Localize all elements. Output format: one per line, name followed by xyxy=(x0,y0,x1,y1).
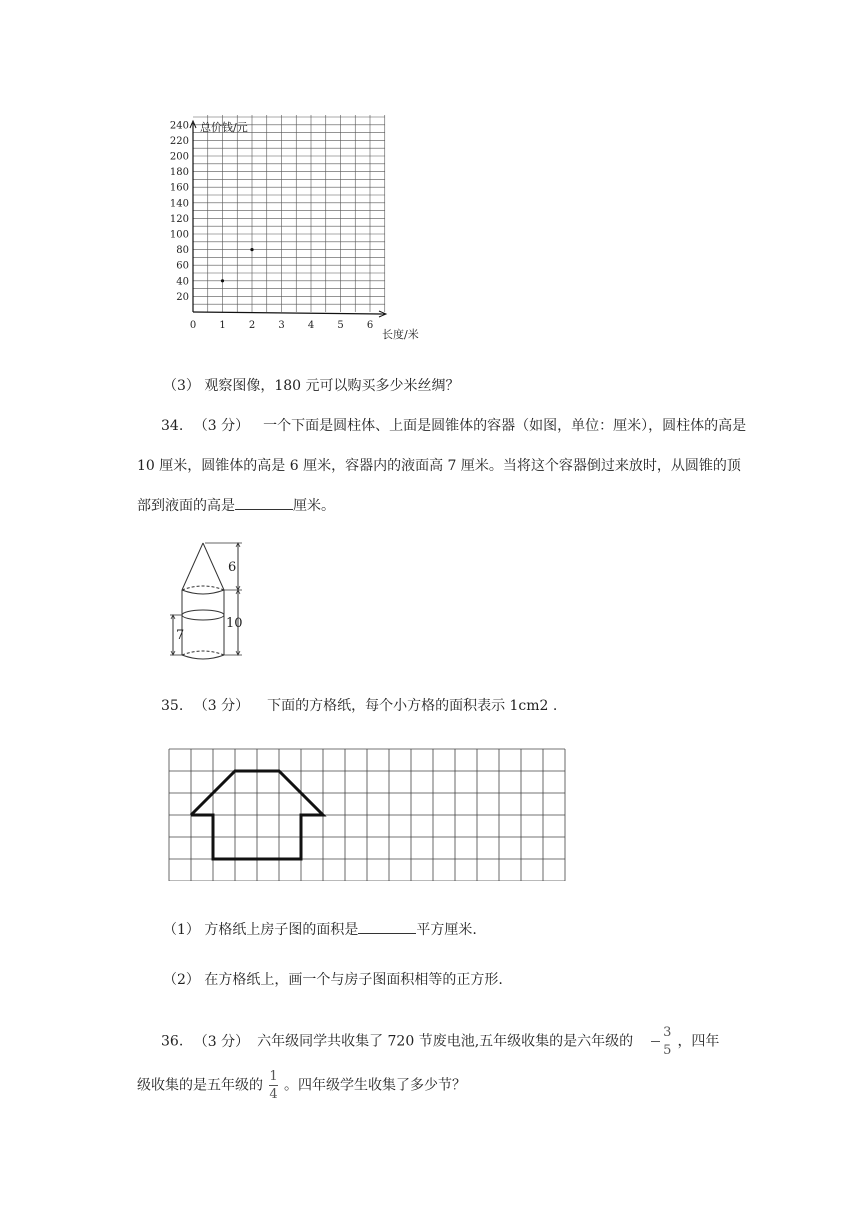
q35-sub1-answer-blank[interactable] xyxy=(358,919,416,934)
q36-text-d: 。四年级学生收集了多少节？ xyxy=(284,1077,466,1094)
q35-sub1-text-b: 平方厘米. xyxy=(416,922,477,938)
y-tick-label: 100 xyxy=(169,229,189,241)
y-axis-label: 总价钱/元 xyxy=(200,121,248,134)
x-tick-label: 6 xyxy=(366,320,374,331)
q36-text-c: 级收集的是五年级的 xyxy=(137,1077,263,1094)
q34-text-a: 一个下面是圆柱体、上面是圆锥体的容器（如图，单位：厘米），圆柱体的高是 10 厘米，圆锥体的高是 6 厘米，容器内的液面高 7 厘米。当将这个容器倒过来放时，从圆锥的顶部到液面的高是 xyxy=(137,418,747,514)
cylinder-height-label: 10 xyxy=(226,616,243,631)
x-tick-label: 0 xyxy=(189,320,197,331)
fraction-denominator: 4 xyxy=(269,1087,278,1102)
y-tick-label: 80 xyxy=(176,245,189,257)
x-axis-label: 长度/米 xyxy=(382,328,419,341)
cone-cylinder-figure xyxy=(160,538,250,663)
q36-text-b: ，四年 xyxy=(677,1033,720,1050)
q35-score: （3 分） xyxy=(193,698,250,714)
q34-text-b: 厘米。 xyxy=(293,498,335,514)
y-tick-label: 40 xyxy=(176,276,189,288)
fraction-one-quarter xyxy=(269,1070,278,1101)
cone-height-label: 6 xyxy=(228,560,237,575)
y-tick-label: 140 xyxy=(169,198,189,210)
q34-number: 34. xyxy=(161,418,184,434)
square-grid-lines xyxy=(169,749,565,881)
q35-header xyxy=(137,695,557,715)
x-tick-label: 4 xyxy=(307,320,315,331)
fraction-denominator: 5 xyxy=(663,1043,672,1058)
fraction-numerator: 3 xyxy=(663,1025,672,1040)
q36-line2 xyxy=(137,1070,466,1101)
y-tick-label: 60 xyxy=(176,260,189,272)
x-tick-label: 3 xyxy=(278,320,285,331)
chart-ticks xyxy=(170,120,373,331)
y-tick-label: 120 xyxy=(169,213,189,225)
q35-number: 35. xyxy=(161,698,184,714)
q35-sub1 xyxy=(163,919,477,939)
x-tick-label: 2 xyxy=(248,320,256,331)
data-point xyxy=(250,248,253,251)
q34-text xyxy=(137,406,747,526)
chart-grid xyxy=(193,115,385,312)
q36-score: （3 分） xyxy=(193,1033,250,1050)
liquid-height-label: 7 xyxy=(176,628,185,643)
y-tick-label: 240 xyxy=(169,120,189,132)
q34-score: （3 分） xyxy=(193,418,250,434)
y-tick-label: 20 xyxy=(176,291,189,303)
chart-axes xyxy=(190,121,386,317)
q35-text: 下面的方格纸，每个小方格的面积表示 1cm2 . xyxy=(267,698,558,714)
q35-sub1-text-a: （1） 方格纸上房子图的面积是 xyxy=(163,922,359,938)
q36-number: 36. xyxy=(161,1033,184,1050)
y-tick-label: 160 xyxy=(169,182,189,194)
data-point xyxy=(221,279,224,282)
x-axis xyxy=(193,312,385,314)
q35-sub2: （2） 在方格纸上，画一个与房子图面积相等的正方形. xyxy=(163,972,503,988)
q34-answer-blank[interactable] xyxy=(235,495,293,510)
q33-sub3: （3） 观察图像，180 元可以购买多少米丝绸？ xyxy=(163,378,460,394)
price-length-chart xyxy=(160,115,450,345)
y-tick-label: 180 xyxy=(169,167,189,179)
y-tick-label: 220 xyxy=(169,135,189,147)
y-tick-label: 200 xyxy=(169,151,189,163)
square-grid-paper[interactable] xyxy=(168,748,572,881)
fraction-three-fifths xyxy=(639,1026,671,1057)
q36-line1 xyxy=(137,1026,719,1057)
x-tick-label: 1 xyxy=(219,320,226,331)
q36-text-a: 六年级同学共收集了 720 节废电池,五年级收集的是六年级的 xyxy=(257,1033,634,1050)
x-tick-label: 5 xyxy=(337,320,344,331)
fraction-numerator: 1 xyxy=(269,1069,278,1084)
